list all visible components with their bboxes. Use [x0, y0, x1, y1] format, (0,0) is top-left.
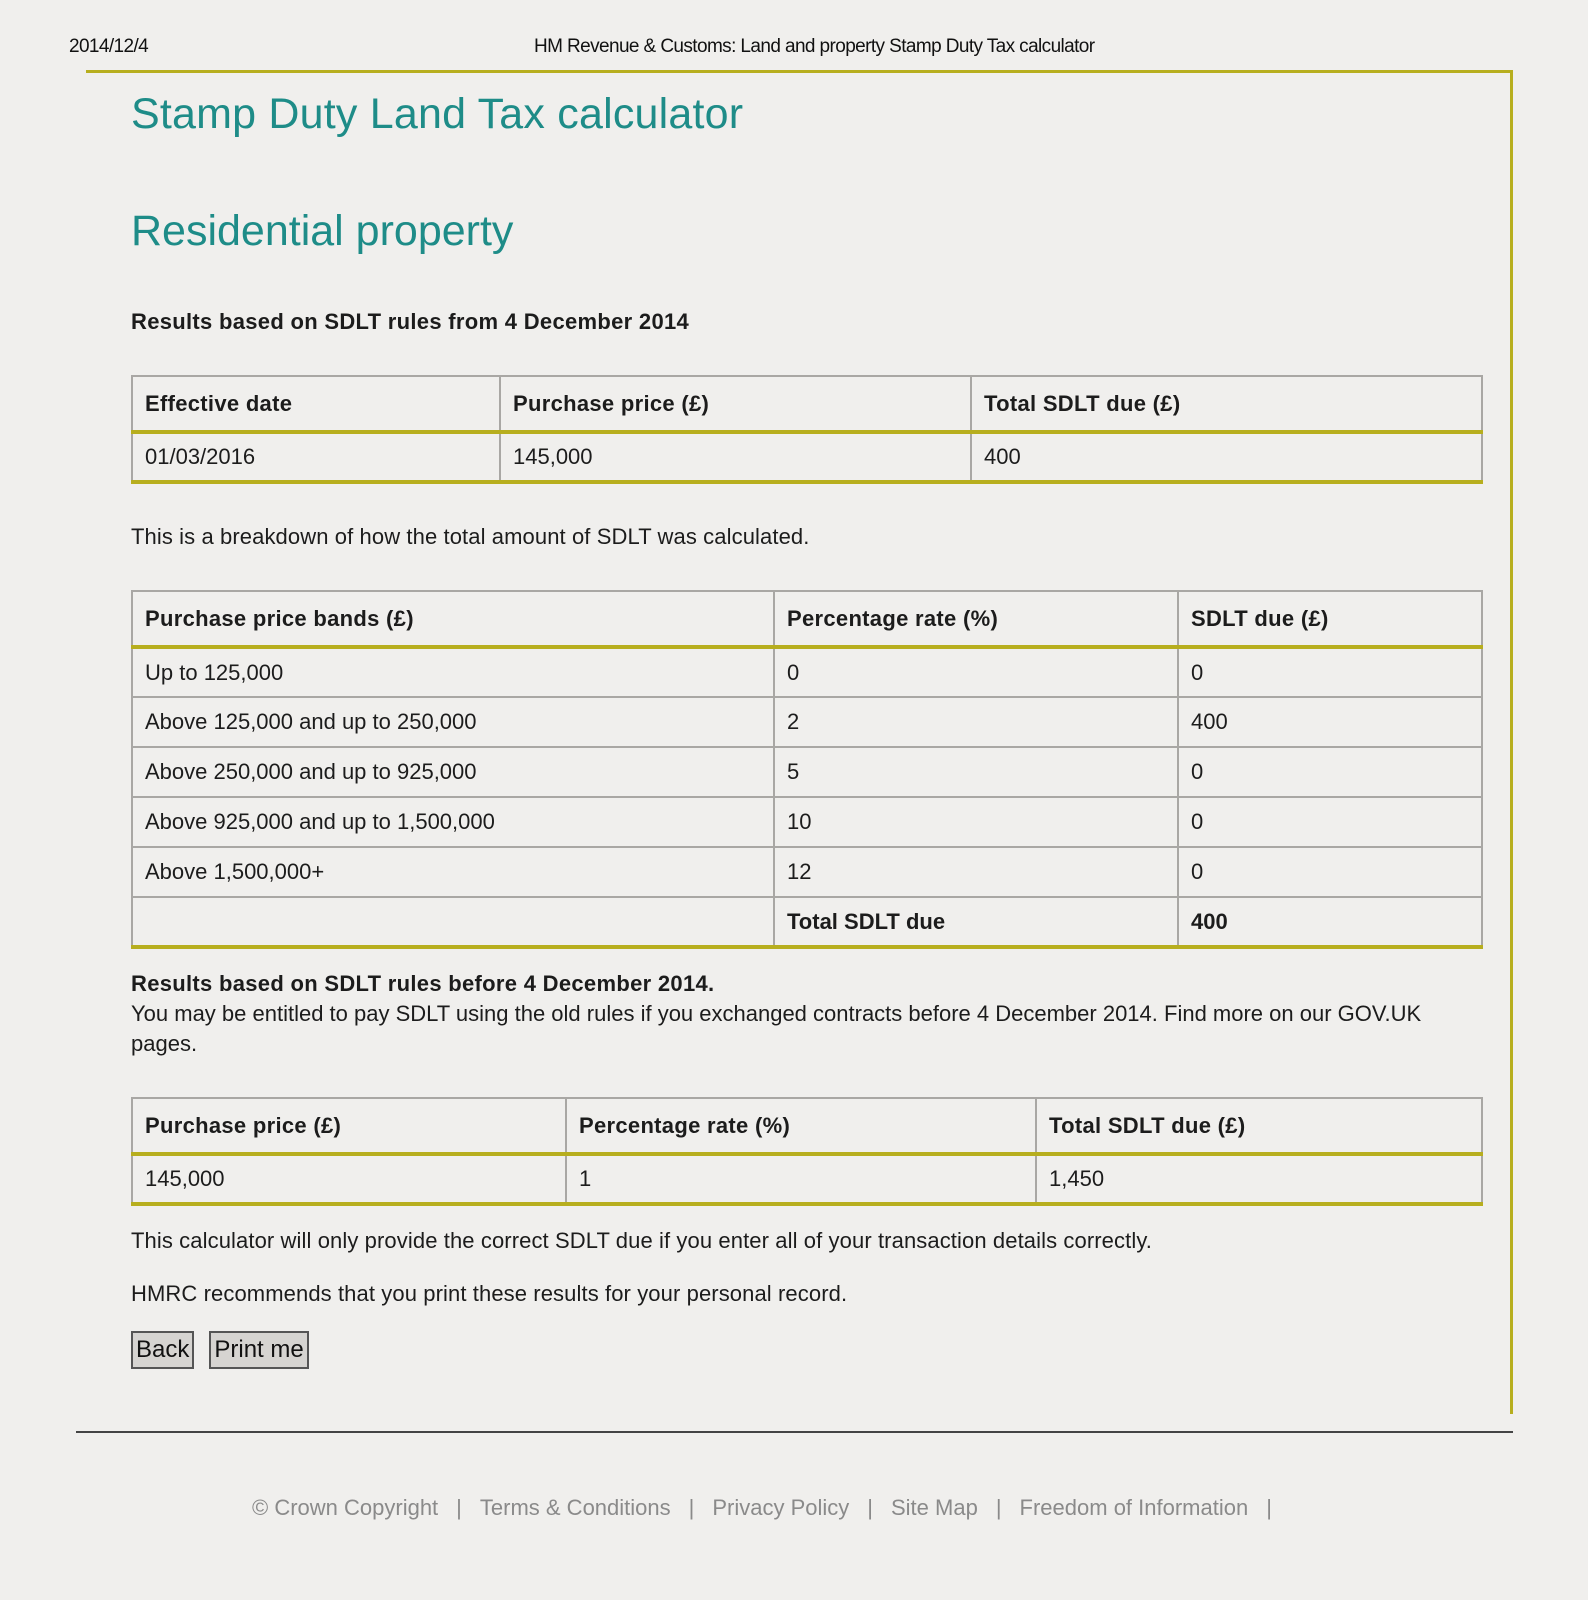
column-header: SDLT due (£): [1178, 591, 1482, 647]
sdlt-cell: 0: [1178, 647, 1482, 697]
effective-date-cell: 01/03/2016: [132, 432, 500, 482]
footer-separator: |: [867, 1495, 873, 1520]
footer-link-foi[interactable]: Freedom of Information: [1019, 1495, 1249, 1520]
old-rules-section: [131, 969, 1483, 1059]
rate-cell: 12: [774, 847, 1178, 897]
total-row: [132, 897, 1482, 947]
empty-cell: [132, 897, 774, 947]
footer-separator: |: [456, 1495, 462, 1520]
back-button[interactable]: Back: [131, 1331, 194, 1369]
old-rules-heading: Results based on SDLT rules before 4 December 2014.: [131, 971, 715, 996]
print-header: [69, 36, 1519, 60]
sdlt-cell: 0: [1178, 747, 1482, 797]
print-button[interactable]: Print me: [209, 1331, 308, 1369]
purchase-price-cell: 145,000: [132, 1154, 566, 1204]
recommendation-text: HMRC recommends that you print these results for your personal record.: [131, 1281, 848, 1306]
rate-cell: 5: [774, 747, 1178, 797]
table-header-row: [132, 591, 1482, 647]
sdlt-cell: 400: [1178, 697, 1482, 747]
band-cell: Above 125,000 and up to 250,000: [132, 697, 774, 747]
action-buttons: [131, 1331, 1483, 1369]
column-header: Percentage rate (%): [566, 1098, 1036, 1154]
disclaimer-text: This calculator will only provide the correct SDLT due if you enter all of your transaction details correctly.: [131, 1228, 1153, 1253]
table-row: [132, 847, 1482, 897]
total-value: 400: [1178, 897, 1482, 947]
footer-separator: |: [1266, 1495, 1272, 1520]
table-row: [132, 432, 1482, 482]
column-header: Purchase price (£): [500, 376, 971, 432]
band-cell: Above 925,000 and up to 1,500,000: [132, 797, 774, 847]
footer-link-sitemap[interactable]: Site Map: [891, 1495, 978, 1520]
total-sdlt-cell: 400: [971, 432, 1482, 482]
rate-cell: 0: [774, 647, 1178, 697]
footer: [252, 1495, 1352, 1521]
summary-table: [131, 375, 1483, 484]
column-header: Percentage rate (%): [774, 591, 1178, 647]
table-row: [132, 697, 1482, 747]
footer-link-terms[interactable]: Terms & Conditions: [479, 1495, 671, 1520]
breakdown-intro: This is a breakdown of how the total amount of SDLT was calculated.: [131, 524, 810, 549]
table-row: [132, 647, 1482, 697]
page-subtitle: Residential property: [131, 207, 514, 255]
table-header-row: [132, 376, 1482, 432]
footer-divider: [76, 1431, 1513, 1433]
table-header-row: [132, 1098, 1482, 1154]
total-label: Total SDLT due: [774, 897, 1178, 947]
footer-separator: |: [995, 1495, 1002, 1520]
column-header: Purchase price bands (£): [132, 591, 774, 647]
rate-cell: 2: [774, 697, 1178, 747]
sdlt-cell: 0: [1178, 847, 1482, 897]
band-cell: Above 250,000 and up to 925,000: [132, 747, 774, 797]
old-rules-table: [131, 1097, 1483, 1206]
rate-cell: 10: [774, 797, 1178, 847]
footer-separator: |: [688, 1495, 695, 1520]
current-rules-heading: Results based on SDLT rules from 4 December 2014: [131, 309, 690, 334]
footer-link-copyright[interactable]: © Crown Copyright: [252, 1495, 439, 1520]
main-content: [131, 88, 1483, 1369]
column-header: Purchase price (£): [132, 1098, 566, 1154]
band-cell: Up to 125,000: [132, 647, 774, 697]
column-header: Effective date: [132, 376, 500, 432]
breakdown-table: [131, 590, 1483, 949]
print-document-title: HM Revenue & Customs: Land and property Stamp Duty Tax calculator: [534, 36, 1095, 57]
total-sdlt-cell: 1,450: [1036, 1154, 1482, 1204]
page-title: Stamp Duty Land Tax calculator: [131, 90, 744, 138]
print-date: 2014/12/4: [69, 36, 149, 57]
column-header: Total SDLT due (£): [1036, 1098, 1482, 1154]
column-header: Total SDLT due (£): [971, 376, 1482, 432]
table-row: [132, 1154, 1482, 1204]
footer-link-privacy[interactable]: Privacy Policy: [712, 1495, 850, 1520]
rate-cell: 1: [566, 1154, 1036, 1204]
band-cell: Above 1,500,000+: [132, 847, 774, 897]
old-rules-text: You may be entitled to pay SDLT using the old rules if you exchanged contracts before 4 December 2014. Find more on our GOV.UK pages.: [131, 1001, 1422, 1056]
purchase-price-cell: 145,000: [500, 432, 971, 482]
table-row: [132, 747, 1482, 797]
table-row: [132, 797, 1482, 847]
sdlt-cell: 0: [1178, 797, 1482, 847]
